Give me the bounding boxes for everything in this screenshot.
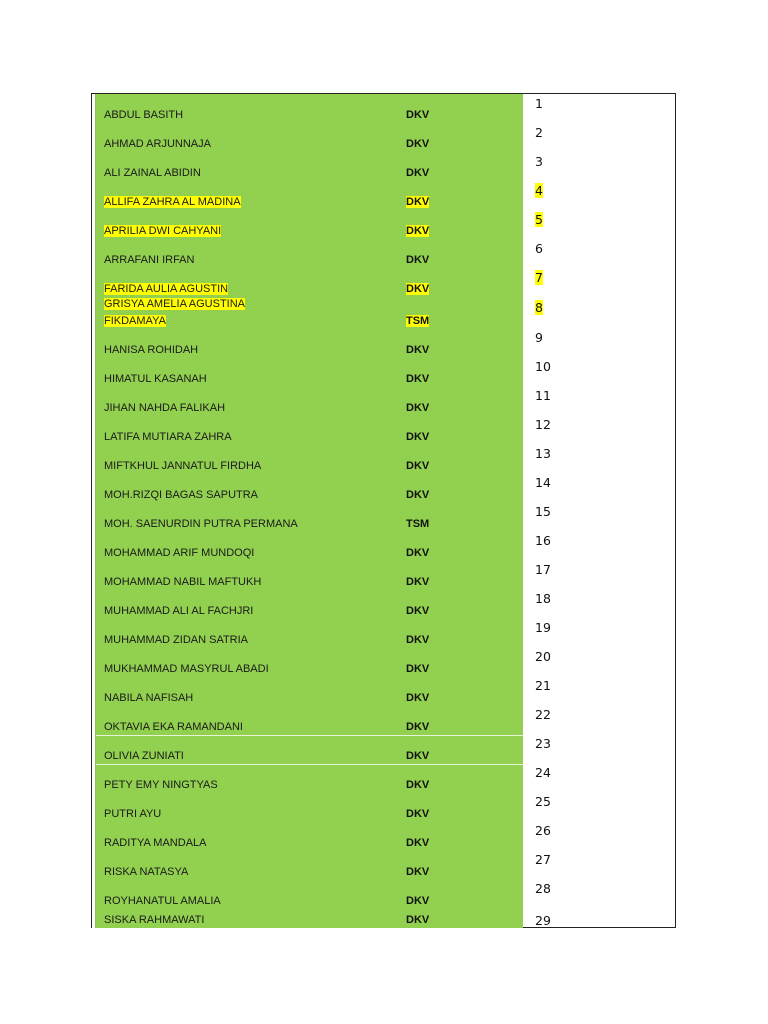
program-code: DKV	[406, 634, 430, 646]
student-name: LATIFA MUTIARA ZAHRA	[104, 431, 232, 443]
program-code: DKV	[406, 254, 430, 266]
program-code: DKV	[406, 196, 430, 208]
program-code: DKV	[406, 576, 430, 588]
row-number: 13	[535, 446, 551, 461]
program-code: DKV	[406, 225, 430, 237]
program-code: DKV	[406, 779, 430, 791]
row-number: 27	[535, 852, 551, 867]
student-name: GRISYA AMELIA AGUSTINA	[104, 298, 246, 310]
program-code: DKV	[406, 663, 430, 675]
program-code: DKV	[406, 895, 430, 907]
student-name: MOH. SAENURDIN PUTRA PERMANA	[104, 518, 298, 530]
program-code: DKV	[406, 402, 430, 414]
row-number: 21	[535, 678, 551, 693]
student-name-continued: FIKDAMAYA	[104, 315, 166, 327]
row-number: 3	[535, 154, 543, 169]
program-code: DKV	[406, 344, 430, 356]
row-number: 26	[535, 823, 551, 838]
program-code: DKV	[406, 489, 430, 501]
row-number: 15	[535, 504, 551, 519]
row-number: 1	[535, 96, 543, 111]
row-number: 23	[535, 736, 551, 751]
student-name: RADITYA MANDALA	[104, 837, 207, 849]
student-name: HANISA ROHIDAH	[104, 344, 199, 356]
row-number: 28	[535, 881, 551, 896]
student-name: OLIVIA ZUNIATI	[104, 750, 184, 762]
row-number: 22	[535, 707, 551, 722]
student-name: ROYHANATUL AMALIA	[104, 895, 221, 907]
student-name: OKTAVIA EKA RAMANDANI	[104, 721, 243, 733]
student-name: MOH.RIZQI BAGAS SAPUTRA	[104, 489, 259, 501]
program-code: DKV	[406, 808, 430, 820]
row-number: 14	[535, 475, 551, 490]
student-name: ALLIFA ZAHRA AL MADINA	[104, 196, 241, 208]
student-name: RISKA NATASYA	[104, 866, 189, 878]
program-code: DKV	[406, 721, 430, 733]
student-name: ARRAFANI IRFAN	[104, 254, 195, 266]
student-name: APRILIA DWI CAHYANI	[104, 225, 222, 237]
student-name: JIHAN NAHDA FALIKAH	[104, 402, 226, 414]
program-code: TSM	[406, 518, 430, 530]
row-number: 29	[535, 913, 551, 928]
student-name: PETY EMY NINGTYAS	[104, 779, 218, 791]
program-code: DKV	[406, 750, 430, 762]
row-number: 10	[535, 359, 551, 374]
row-divider	[96, 735, 523, 736]
row-divider	[96, 764, 523, 765]
row-number: 18	[535, 591, 551, 606]
row-number: 6	[535, 241, 543, 256]
row-number: 4	[535, 183, 543, 198]
left-column-stub	[92, 94, 96, 928]
row-number: 16	[535, 533, 551, 548]
program-code: DKV	[406, 138, 430, 150]
row-number: 19	[535, 620, 551, 635]
program-code: DKV	[406, 283, 430, 295]
program-code: TSM	[406, 315, 430, 327]
program-code: DKV	[406, 837, 430, 849]
row-number: 7	[535, 270, 543, 285]
program-code: DKV	[406, 431, 430, 443]
program-code: DKV	[406, 605, 430, 617]
row-number: 17	[535, 562, 551, 577]
row-number: 8	[535, 300, 543, 315]
student-name: PUTRI AYU	[104, 808, 162, 820]
student-name: FARIDA AULIA AGUSTIN	[104, 283, 229, 295]
student-name: MUHAMMAD ALI AL FACHJRI	[104, 605, 254, 617]
student-name: HIMATUL KASANAH	[104, 373, 207, 385]
row-number: 9	[535, 330, 543, 345]
student-name: ABDUL BASITH	[104, 109, 184, 121]
student-name: SISKA RAHMAWATI	[104, 914, 205, 926]
row-number: 5	[535, 212, 543, 227]
student-name: MIFTKHUL JANNATUL FIRDHA	[104, 460, 262, 472]
student-name: ALI ZAINAL ABIDIN	[104, 167, 201, 179]
program-code: DKV	[406, 109, 430, 121]
row-number: 2	[535, 125, 543, 140]
student-name: AHMAD ARJUNNAJA	[104, 138, 211, 150]
row-number: 24	[535, 765, 551, 780]
program-code: DKV	[406, 373, 430, 385]
program-code: DKV	[406, 866, 430, 878]
student-name: MUHAMMAD ZIDAN SATRIA	[104, 634, 249, 646]
student-name: MUKHAMMAD MASYRUL ABADI	[104, 663, 269, 675]
student-name: MOHAMMAD NABIL MAFTUKH	[104, 576, 262, 588]
row-number: 11	[535, 388, 551, 403]
program-code: DKV	[406, 692, 430, 704]
program-code: DKV	[406, 460, 430, 472]
program-code: DKV	[406, 914, 430, 926]
green-name-panel	[96, 94, 523, 928]
row-number: 25	[535, 794, 551, 809]
program-code: DKV	[406, 167, 430, 179]
program-code: DKV	[406, 547, 430, 559]
row-number: 12	[535, 417, 551, 432]
row-number: 20	[535, 649, 551, 664]
student-name: MOHAMMAD ARIF MUNDOQI	[104, 547, 255, 559]
student-name: NABILA NAFISAH	[104, 692, 194, 704]
